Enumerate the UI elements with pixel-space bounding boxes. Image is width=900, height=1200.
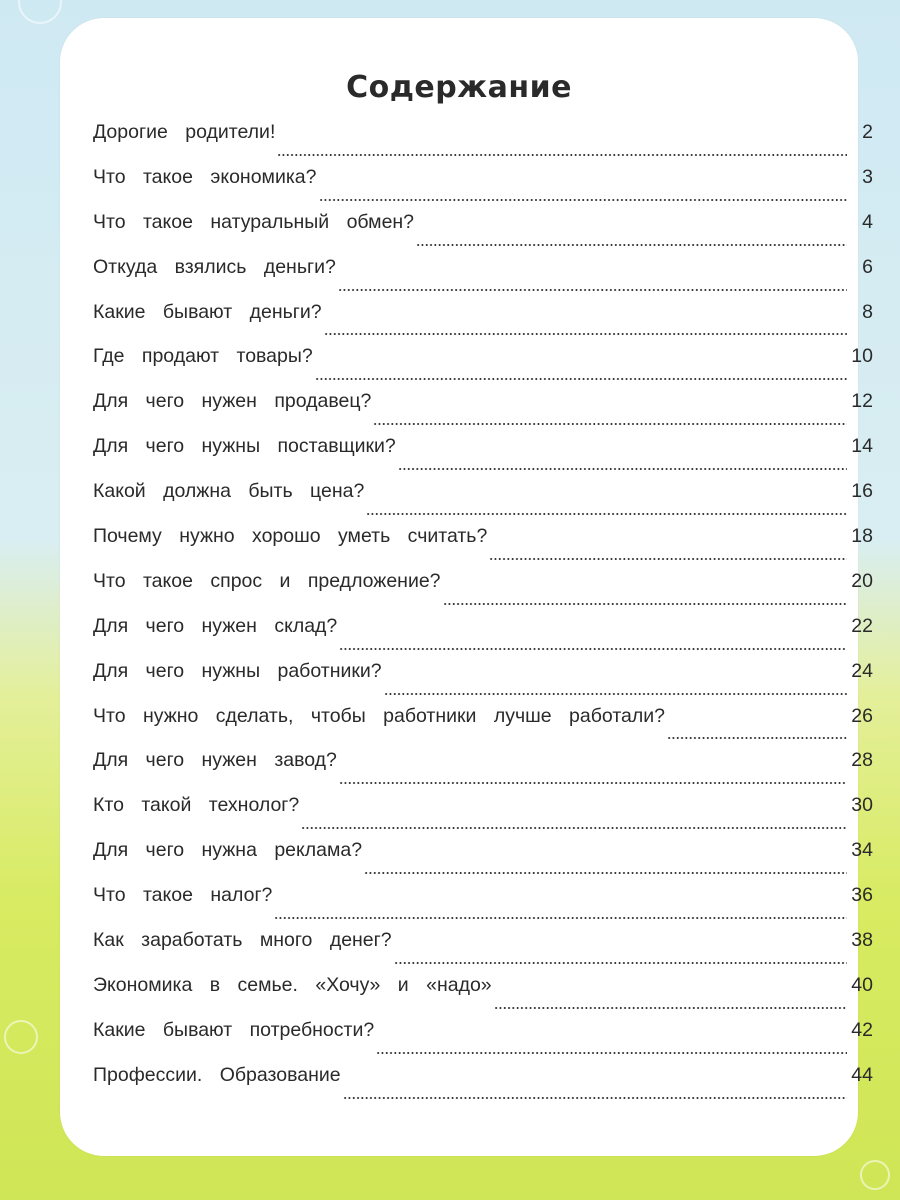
toc-entry[interactable] xyxy=(93,1019,873,1064)
toc-entry-title: Что такое натуральный обмен? xyxy=(93,210,415,233)
toc-entry-page-number: 42 xyxy=(851,1018,873,1041)
toc-entry[interactable] xyxy=(93,345,873,390)
toc-entry[interactable] xyxy=(93,256,873,301)
dot-leader xyxy=(339,648,847,650)
dot-leader xyxy=(324,333,847,335)
toc-entry-page-number: 44 xyxy=(851,1063,873,1086)
toc-entry-title: Что такое экономика? xyxy=(93,165,317,188)
toc-entry-page-number: 14 xyxy=(851,435,873,458)
toc-entry-title: Почему нужно хорошо уметь считать? xyxy=(93,525,488,548)
background-swirl xyxy=(18,0,62,24)
dot-leader xyxy=(667,737,847,739)
toc-entry-title: Где продают товары? xyxy=(93,345,313,368)
background-swirl xyxy=(4,1020,38,1054)
toc-entry[interactable] xyxy=(93,435,873,480)
toc-entry-page-number: 4 xyxy=(862,210,873,233)
toc-entry[interactable] xyxy=(93,121,873,166)
toc-entry-page-number: 8 xyxy=(862,300,873,323)
toc-entry-page-number: 6 xyxy=(862,255,873,278)
toc-entry-title: Что нужно сделать, чтобы работники лучше работали? xyxy=(93,704,666,727)
toc-entry-title: Для чего нужны работники? xyxy=(93,659,382,682)
toc-entry-page-number: 16 xyxy=(851,480,873,503)
toc-entry-page-number: 18 xyxy=(851,525,873,548)
toc-entry-page-number: 30 xyxy=(851,794,873,817)
page-title: Содержание xyxy=(346,70,572,105)
toc-entry-page-number: 36 xyxy=(851,884,873,907)
toc-entry[interactable] xyxy=(93,570,873,615)
toc-entry-page-number: 28 xyxy=(851,749,873,772)
toc-entry[interactable] xyxy=(93,974,873,1019)
dot-leader xyxy=(373,423,847,425)
toc-entry-page-number: 26 xyxy=(851,704,873,727)
toc-entry-title: Экономика в семье. «Хочу» и «надо» xyxy=(93,973,492,996)
toc-entry-page-number: 12 xyxy=(851,390,873,413)
toc-entry[interactable] xyxy=(93,884,873,929)
toc-entry-title: Профессии. Образование xyxy=(93,1063,341,1086)
toc-entry[interactable] xyxy=(93,705,873,750)
table-of-contents xyxy=(93,121,873,1109)
toc-entry[interactable] xyxy=(93,166,873,211)
toc-entry[interactable] xyxy=(93,839,873,884)
background-swirl xyxy=(860,1160,890,1190)
toc-entry-title: Какие бывают потребности? xyxy=(93,1018,375,1041)
toc-entry-title: Для чего нужен склад? xyxy=(93,614,338,637)
toc-entry[interactable] xyxy=(93,1064,873,1109)
dot-leader xyxy=(319,199,848,201)
contents-card xyxy=(60,18,873,1156)
toc-entry[interactable] xyxy=(93,794,873,839)
toc-entry-title: Для чего нужна реклама? xyxy=(93,839,363,862)
dot-leader xyxy=(384,693,847,695)
toc-entry-title: Какие бывают деньги? xyxy=(93,300,322,323)
dot-leader xyxy=(443,603,847,605)
toc-entry-page-number: 40 xyxy=(851,973,873,996)
toc-entry-title: Для чего нужен завод? xyxy=(93,749,337,772)
dot-leader xyxy=(489,558,847,560)
toc-entry[interactable] xyxy=(93,929,873,974)
toc-entry[interactable] xyxy=(93,525,873,570)
dot-leader xyxy=(416,244,847,246)
dot-leader xyxy=(366,513,847,515)
dot-leader xyxy=(343,1097,847,1099)
dot-leader xyxy=(274,917,847,919)
toc-entry-title: Для чего нужны поставщики? xyxy=(93,435,396,458)
dot-leader xyxy=(301,827,847,829)
toc-entry-title: Как заработать много денег? xyxy=(93,929,392,952)
dot-leader xyxy=(339,782,847,784)
dot-leader xyxy=(364,872,847,874)
toc-entry[interactable] xyxy=(93,390,873,435)
toc-entry[interactable] xyxy=(93,615,873,660)
toc-entry-page-number: 24 xyxy=(851,659,873,682)
toc-entry-page-number: 2 xyxy=(862,121,873,143)
dot-leader xyxy=(398,468,847,470)
dot-leader xyxy=(315,378,847,380)
toc-entry[interactable] xyxy=(93,749,873,794)
toc-entry-page-number: 22 xyxy=(851,614,873,637)
dot-leader xyxy=(494,1007,847,1009)
toc-entry-title: Что такое спрос и предложение? xyxy=(93,569,441,592)
toc-entry-page-number: 34 xyxy=(851,839,873,862)
toc-entry-page-number: 3 xyxy=(862,165,873,188)
toc-entry-title: Что такое налог? xyxy=(93,884,273,907)
toc-entry-title: Кто такой технолог? xyxy=(93,794,300,817)
toc-entry[interactable] xyxy=(93,301,873,346)
toc-entry-title: Откуда взялись деньги? xyxy=(93,255,336,278)
toc-entry-title: Дорогие родители! xyxy=(93,121,276,143)
toc-entry-title: Для чего нужен продавец? xyxy=(93,390,372,413)
toc-entry[interactable] xyxy=(93,211,873,256)
dot-leader xyxy=(376,1052,847,1054)
toc-entry[interactable] xyxy=(93,480,873,525)
toc-entry-page-number: 10 xyxy=(851,345,873,368)
toc-entry[interactable] xyxy=(93,660,873,705)
dot-leader xyxy=(277,154,847,156)
toc-entry-page-number: 38 xyxy=(851,929,873,952)
dot-leader xyxy=(338,289,847,291)
dot-leader xyxy=(394,962,847,964)
toc-entry-page-number: 20 xyxy=(851,569,873,592)
toc-entry-title: Какой должна быть цена? xyxy=(93,480,365,503)
